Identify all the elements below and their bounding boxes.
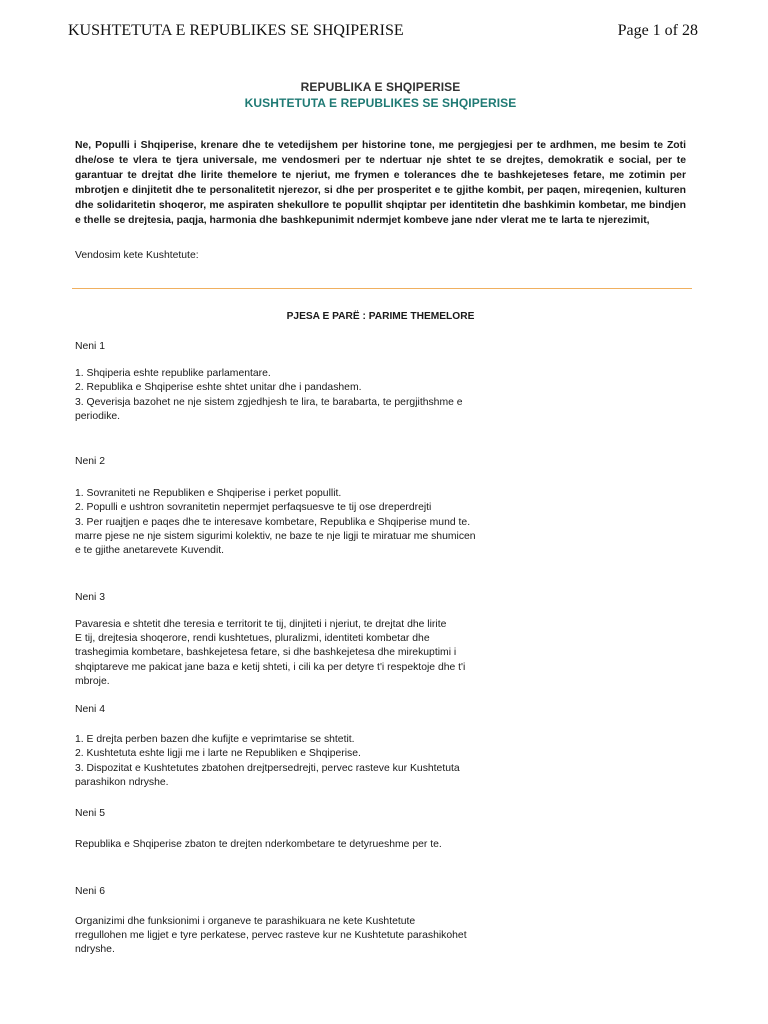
- article-1-text: 1. Shqiperia eshte republike parlamentare. 2. Republika e Shqiperise eshte shtet unitar dhe i pandashem. 3. Qeverisja bazohet ne nje sistem zgjedhjesh te lira, te barabarta, te pergjithshme e periodike.: [75, 368, 463, 422]
- article-3-title: Neni 3: [75, 591, 106, 603]
- document-body: [75, 78, 686, 958]
- document-title-republic: REPUBLIKA E SHQIPERISE: [300, 80, 461, 94]
- document-title-constitution: KUSHTETUTA E REPUBLIKES SE SHQIPERISE: [244, 96, 517, 110]
- article-1-title: Neni 1: [75, 341, 106, 352]
- section-divider: [72, 288, 692, 289]
- preamble: Ne, Populli i Shqiperise, krenare dhe te vetedijshem per historine tone, me pergjegjesi per te ardhmen, me besim te Zoti dhe/ose te vlera te tjera universale, me vendosmeri per te ndertuar nje shtet te se drejtes, demokratik e social, per te garantuar te drejtat dhe lirite themelore te njeriut, me frymen e tolerances dhe te bashkejeteses fetare, me zotimin per mbrotjen e dinjitetit dhe te personalitetit njerezor, si dhe per prosperitet e te gjithe kombit, per paqen, mireqenien, kulturen dhe solidaritetin shoqeror, me aspiraten shekullore te popullit shqiptar per identitetin dhe bashkimin kombetar, me bindjen e thelle se drejtesia, paqja, harmonia dhe bashkepunimit ndermjet kombeve jane nder vlerat me te larta te njerezimit,: [75, 140, 686, 226]
- article-2-title: Neni 2: [75, 456, 106, 468]
- article-5-title: Neni 5: [75, 808, 106, 820]
- enacting-clause: Vendosim kete Kushtetute:: [75, 250, 199, 261]
- article-2-text: 1. Sovraniteti ne Republiken e Shqiperise i perket popullit. 2. Populli e ushtron sovranitetin nepermjet perfaqsuesve te tij ose dreperdrejti 3. Per ruajtjen e paqes dhe te interesave kombetare, Republika e Shqiperise mund te. marre pjese ne nje sistem sigurimi kolektiv, ne baze te nje ligji te miratuar me shumicen e te gjithe anetarevete Kuvendit.: [75, 488, 476, 557]
- page-indicator: Page 1 of 28: [617, 22, 698, 39]
- running-header: [68, 22, 698, 40]
- article-5-text: Republika e Shqiperise zbaton te drejten nderkombetare te detyrueshme per te.: [75, 839, 442, 851]
- article-6-title: Neni 6: [75, 885, 106, 897]
- article-4-text: 1. E drejta perben bazen dhe kufijte e veprimtarise se shtetit. 2. Kushtetuta eshte ligji me i larte ne Republiken e Shqiperise. 3. Dispozitat e Kushtetutes zbatohen drejtpersedrejti, pervec rasteve kur Kushtetuta parashikon ndryshe.: [75, 734, 460, 789]
- article-3-text: Pavaresia e shtetit dhe teresia e territorit te tij, dinjiteti i njeriut, te drejtat dhe lirite E tij, drejtesia shoqerore, rendi kushtetues, pluralizmi, identiteti kombetar dhe trashegimia kombetare, bashkejetesa fetare, si dhe bashkejetesa dhe mirekuptimi i shqiptareve me pakicat jane baza e ketij shteti, i cili ka per detyre t'i respektoje dhe t'i mbroje.: [75, 618, 466, 687]
- header-doc-title: KUSHTETUTA E REPUBLIKES SE SHQIPERISE: [68, 22, 404, 39]
- article-6-text: Organizimi dhe funksionimi i organeve te parashikuara ne kete Kushtetute rregullohen me ligjet e tyre perkatese, pervec rasteve kur ne Kushtetute parashikohet ndryshe.: [75, 915, 467, 956]
- article-4-title: Neni 4: [75, 704, 106, 716]
- part-heading: PJESA E PARË : PARIME THEMELORE: [286, 311, 475, 322]
